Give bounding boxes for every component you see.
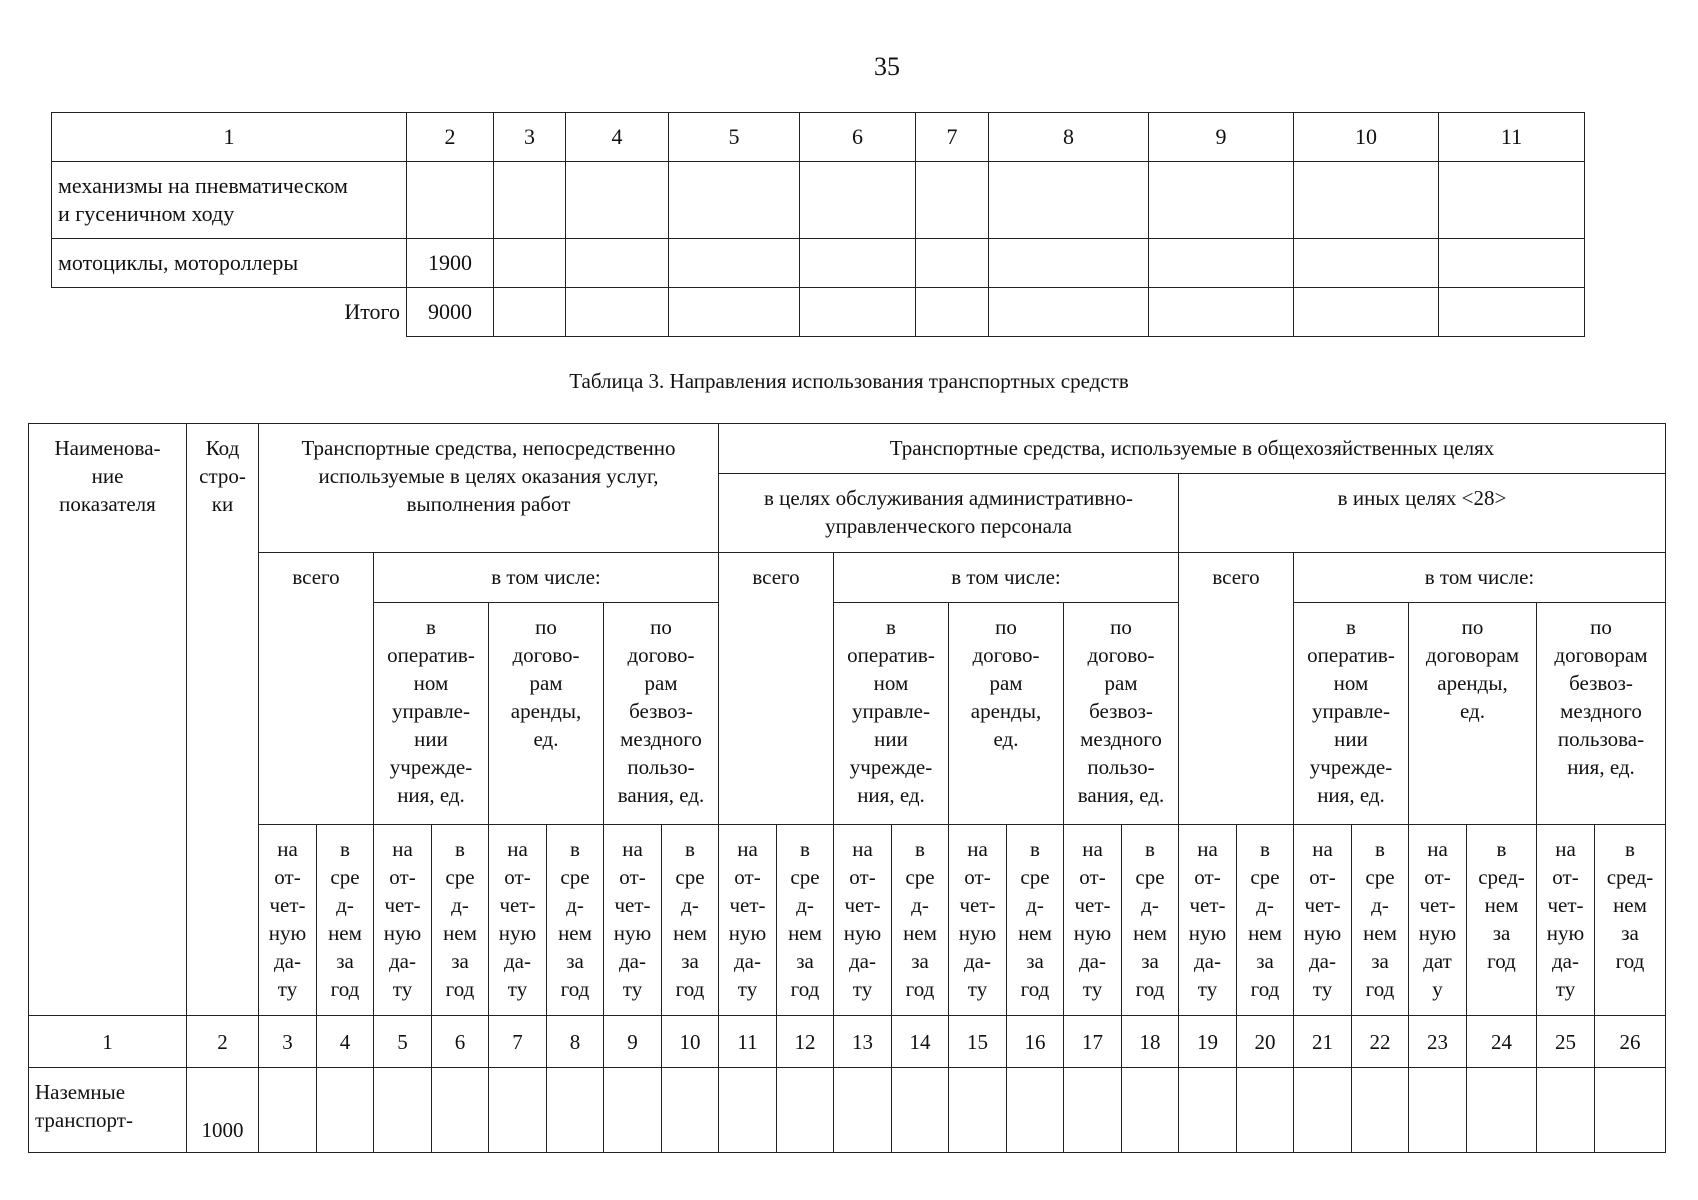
- column-number: 6: [432, 1016, 489, 1068]
- on-date-header: на от- чет- ную да- ту: [489, 825, 547, 1016]
- cell: [669, 162, 800, 239]
- cell: [1294, 162, 1439, 239]
- table-vehicle-usage: [28, 423, 1666, 1153]
- column-number: 20: [1237, 1016, 1294, 1068]
- sub-admin-header: в целях обслуживания административно- управленческого персонала: [719, 474, 1179, 553]
- table-continuation: [51, 112, 1585, 337]
- sub-other-header: в иных целях <28>: [1179, 474, 1666, 553]
- avg-year-header: в сре д- нем за год: [1237, 825, 1294, 1016]
- cell: [800, 288, 916, 337]
- including-header: в том числе:: [374, 553, 719, 603]
- column-number: 7: [489, 1016, 547, 1068]
- row-name: Наземные транспорт-: [29, 1068, 187, 1153]
- cell: [432, 1068, 489, 1153]
- op-mgmt-header: в оператив- ном управле- нии учрежде- ния, ед.: [374, 603, 489, 825]
- column-number: 12: [777, 1016, 834, 1068]
- cell: [547, 1068, 604, 1153]
- cell: [489, 1068, 547, 1153]
- cell: [566, 162, 669, 239]
- column-number: 14: [892, 1016, 949, 1068]
- cell: [949, 1068, 1007, 1153]
- column-number: 16: [1007, 1016, 1064, 1068]
- free-use-header: по договорам безвоз- мездного пользова- ния, ед.: [1537, 603, 1666, 825]
- avg-year-header: в сре д- нем за год: [432, 825, 489, 1016]
- cell: [1352, 1068, 1409, 1153]
- cell: [892, 1068, 949, 1153]
- avg-year-header: в сре д- нем за год: [1352, 825, 1409, 1016]
- table1-header-row: [52, 113, 1585, 162]
- table-row: [52, 162, 1585, 239]
- row-code: 1900: [407, 239, 494, 288]
- column-number: 13: [834, 1016, 892, 1068]
- page-number: 35: [874, 52, 900, 81]
- cell: [1294, 288, 1439, 337]
- cell: [1439, 288, 1585, 337]
- free-use-header: по догово- рам безвоз- мездного пользо- вания, ед.: [604, 603, 719, 825]
- column-number: 1: [29, 1016, 187, 1068]
- column-number: 4: [317, 1016, 374, 1068]
- cell: [1439, 239, 1585, 288]
- row-label: мотоциклы, мотороллеры: [52, 239, 407, 288]
- cell: [1007, 1068, 1064, 1153]
- on-date-header: на от- чет- ную да- ту: [1064, 825, 1122, 1016]
- cell: [317, 1068, 374, 1153]
- cell: [916, 288, 989, 337]
- table1-header-cell: 1: [52, 113, 407, 162]
- on-date-header: на от- чет- ную да- ту: [834, 825, 892, 1016]
- cell: [1537, 1068, 1595, 1153]
- table1-header-cell: 10: [1294, 113, 1439, 162]
- header-row: [29, 825, 1666, 1016]
- avg-year-header: в сред- нем за год: [1467, 825, 1537, 1016]
- column-number: 26: [1595, 1016, 1666, 1068]
- column-number: 3: [259, 1016, 317, 1068]
- cell: [800, 162, 916, 239]
- cell: [1122, 1068, 1179, 1153]
- cell: [1467, 1068, 1537, 1153]
- col-name-header: Наименова- ние показателя: [29, 424, 187, 1016]
- column-number: 24: [1467, 1016, 1537, 1068]
- table1-header-cell: 6: [800, 113, 916, 162]
- cell: [259, 1068, 317, 1153]
- including-header: в том числе:: [1294, 553, 1666, 603]
- cell: [669, 288, 800, 337]
- lease-header: по договорам аренды, ед.: [1409, 603, 1537, 825]
- cell: [916, 239, 989, 288]
- free-use-header: по догово- рам безвоз- мездного пользо- вания, ед.: [1064, 603, 1179, 825]
- on-date-header: на от- чет- ную да- ту: [374, 825, 432, 1016]
- lease-header: по догово- рам аренды, ед.: [949, 603, 1064, 825]
- cell: [1149, 162, 1294, 239]
- table1-header-cell: 11: [1439, 113, 1585, 162]
- row-code: [407, 162, 494, 239]
- cell: [1439, 162, 1585, 239]
- cell: [1064, 1068, 1122, 1153]
- cell: [1294, 1068, 1352, 1153]
- column-number: 8: [547, 1016, 604, 1068]
- on-date-header: на от- чет- ную да- ту: [1294, 825, 1352, 1016]
- cell: [1595, 1068, 1666, 1153]
- cell: [989, 288, 1149, 337]
- avg-year-header: в сре д- нем за год: [1007, 825, 1064, 1016]
- on-date-header: на от- чет- ную да- ту: [949, 825, 1007, 1016]
- table-caption: Таблица 3. Направления использования транспортных средств: [569, 369, 1129, 393]
- total-header: всего: [259, 553, 374, 825]
- column-number: 5: [374, 1016, 432, 1068]
- avg-year-header: в сре д- нем за год: [662, 825, 719, 1016]
- avg-year-header: в сре д- нем за год: [1122, 825, 1179, 1016]
- cell: [777, 1068, 834, 1153]
- column-number: 10: [662, 1016, 719, 1068]
- including-header: в том числе:: [834, 553, 1179, 603]
- on-date-header: на от- чет- ную да- ту: [719, 825, 777, 1016]
- header-row: [29, 553, 1666, 603]
- cell: [719, 1068, 777, 1153]
- cell: [566, 239, 669, 288]
- group-direct-header: Транспортные средства, непосредственно используемые в целях оказания услуг, выполнения работ: [259, 424, 719, 553]
- column-number-row: [29, 1016, 1666, 1068]
- on-date-header: на от- чет- ную да- ту: [604, 825, 662, 1016]
- cell: [1409, 1068, 1467, 1153]
- column-number: 9: [604, 1016, 662, 1068]
- cell: [662, 1068, 719, 1153]
- header-row: [29, 424, 1666, 474]
- lease-header: по догово- рам аренды, ед.: [489, 603, 604, 825]
- avg-year-header: в сре д- нем за год: [317, 825, 374, 1016]
- avg-year-header: в сре д- нем за год: [547, 825, 604, 1016]
- total-header: всего: [1179, 553, 1294, 825]
- cell: [669, 239, 800, 288]
- on-date-header: на от- чет- ную да- ту: [259, 825, 317, 1016]
- cell: [989, 162, 1149, 239]
- avg-year-header: в сре д- нем за год: [892, 825, 949, 1016]
- cell: [1237, 1068, 1294, 1153]
- table1-header-cell: 2: [407, 113, 494, 162]
- cell: [494, 288, 566, 337]
- cell: [494, 162, 566, 239]
- table-row-total: [52, 288, 1585, 337]
- cell: [604, 1068, 662, 1153]
- cell: [1294, 239, 1439, 288]
- column-number: 22: [1352, 1016, 1409, 1068]
- total-label: Итого: [344, 299, 400, 325]
- avg-year-header: в сре д- нем за год: [777, 825, 834, 1016]
- table1-header-cell: 3: [494, 113, 566, 162]
- cell: [1149, 239, 1294, 288]
- table1-header-cell: 8: [989, 113, 1149, 162]
- on-date-header: на от- чет- ную да- ту: [1537, 825, 1595, 1016]
- row-label: механизмы на пневматическом и гусеничном ходу: [52, 162, 407, 239]
- table-row: [29, 1068, 1666, 1153]
- column-number: 2: [187, 1016, 259, 1068]
- row-code: 1000: [187, 1068, 259, 1153]
- avg-year-header: в сред- нем за год: [1595, 825, 1666, 1016]
- on-date-header: на от- чет- ную да- ту: [1179, 825, 1237, 1016]
- table1-header-cell: 7: [916, 113, 989, 162]
- column-number: 23: [1409, 1016, 1467, 1068]
- table1-header-cell: 9: [1149, 113, 1294, 162]
- col-code-header: Код стро- ки: [187, 424, 259, 1016]
- column-number: 21: [1294, 1016, 1352, 1068]
- cell: [989, 239, 1149, 288]
- on-date-header: на от- чет- ную дат у: [1409, 825, 1467, 1016]
- table1-header-cell: 4: [566, 113, 669, 162]
- column-number: 25: [1537, 1016, 1595, 1068]
- column-number: 18: [1122, 1016, 1179, 1068]
- column-number: 19: [1179, 1016, 1237, 1068]
- cell: [834, 1068, 892, 1153]
- group-general-header: Транспортные средства, используемые в общехозяйственных целях: [719, 424, 1666, 474]
- total-code: 9000: [407, 288, 494, 337]
- column-number: 11: [719, 1016, 777, 1068]
- op-mgmt-header: в оператив- ном управле- нии учрежде- ния, ед.: [1294, 603, 1409, 825]
- op-mgmt-header: в оператив- ном управле- нии учрежде- ния, ед.: [834, 603, 949, 825]
- column-number: 17: [1064, 1016, 1122, 1068]
- cell: [1179, 1068, 1237, 1153]
- cell: [374, 1068, 432, 1153]
- cell: [800, 239, 916, 288]
- table-row: [52, 239, 1585, 288]
- total-header: всего: [719, 553, 834, 825]
- cell: [916, 162, 989, 239]
- table1-header-cell: 5: [669, 113, 800, 162]
- cell: [1149, 288, 1294, 337]
- cell: [494, 239, 566, 288]
- cell: [566, 288, 669, 337]
- column-number: 15: [949, 1016, 1007, 1068]
